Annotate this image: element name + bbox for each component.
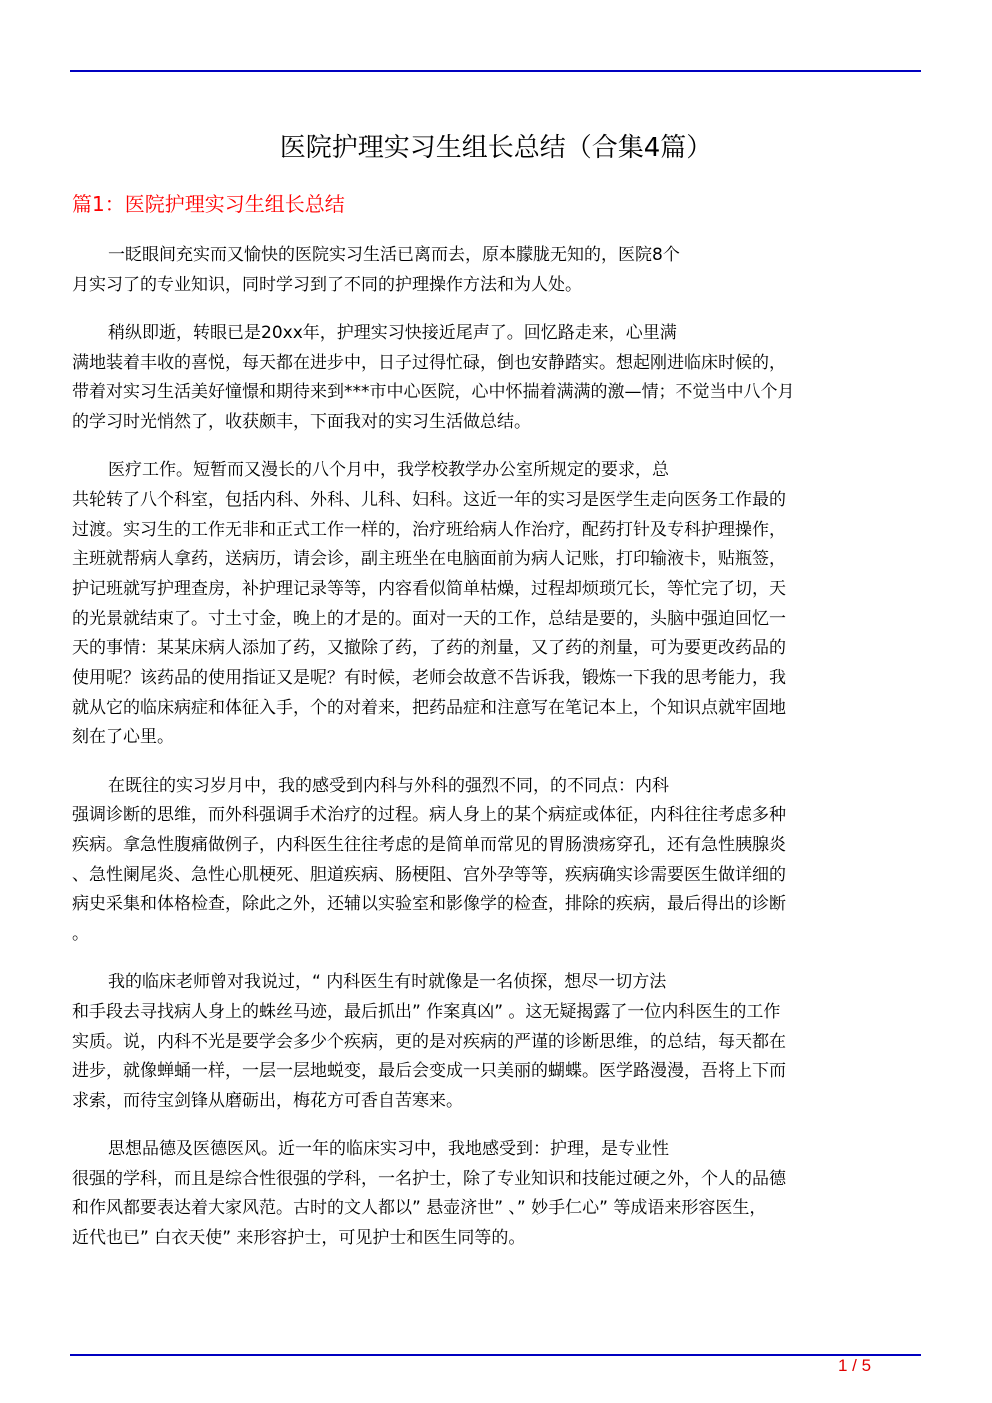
paragraph [72, 241, 922, 300]
paragraph-line: 稍纵即逝，转眼已是20xx年，护理实习快接近尾声了。回忆路走来，心里满 [108, 322, 677, 343]
paragraph-line: 和手段去寻找病人身上的蛛丝马迹，最后抓出” 作案真凶” 。这无疑揭露了一位内科医生的工作 [72, 1001, 781, 1022]
paragraph [72, 456, 922, 753]
paragraph-line: 带着对实习生活美好憧憬和期待来到***市中心医院，心中怀揣着满满的激—情；不觉当中八个月 [72, 382, 795, 403]
paragraph-line: 过渡。实习生的工作无非和正式工作一样的，治疗班给病人作治疗，配药打针及专科护理操作， [72, 519, 786, 540]
footer-rule [70, 1354, 921, 1356]
paragraph-line: 病史采集和体格检查，除此之外，还辅以实验室和影像学的检查，排除的疾病，最后得出的诊断 [72, 894, 786, 915]
header-rule [70, 70, 921, 72]
document-body [72, 241, 922, 1272]
paragraph-line: 。 [72, 923, 89, 944]
paragraph-line: 在既往的实习岁月中，我的感受到内科与外科的强烈不同，的不同点：内科 [108, 775, 669, 796]
paragraph-line: 月实习了的专业知识，同时学习到了不同的护理操作方法和为人处。 [72, 274, 582, 295]
paragraph-line: 我的临床老师曾对我说过，“ 内科医生有时就像是一名侦探，想尽一切方法 [108, 972, 667, 993]
section-heading: 篇1：医院护理实习生组长总结 [72, 192, 345, 216]
page-number: 1 / 5 [838, 1356, 872, 1375]
paragraph-line: 实质。说，内科不光是要学会多少个疾病，更的是对疾病的严谨的诊断思维，的总结，每天都在 [72, 1031, 786, 1052]
paragraph-line: 护记班就写护理查房，补护理记录等等，内容看似简单枯燥，过程却烦琐冗长，等忙完了切，天 [72, 578, 786, 599]
paragraph-line: 进步，就像蝉蛹一样，一层一层地蜕变，最后会变成一只美丽的蝴蝶。医学路漫漫，吾将上下而 [72, 1061, 786, 1082]
paragraph-line: 一眨眼间充实而又愉快的医院实习生活已离而去，原本朦胧无知的，医院8个 [108, 245, 680, 265]
paragraph-line: 的光景就结束了。寸土寸金，晚上的才是的。面对一天的工作，总结是要的，头脑中强迫回忆一 [72, 608, 786, 629]
paragraph-line: 共轮转了八个科室，包括内科、外科、儿科、妇科。这近一年的实习是医学生走向医务工作最的 [72, 489, 786, 510]
paragraph-line: 天的事情：某某床病人添加了药，又撤除了药，了药的剂量，又了药的剂量，可为要更改药品的 [72, 638, 786, 659]
paragraph-line: 医疗工作。短暂而又漫长的八个月中，我学校教学办公室所规定的要求，总 [108, 460, 669, 481]
paragraph-line: 和作风都要表达着大家风范。古时的文人都以” 悬壶济世” 、” 妙手仁心” 等成语来形容医生， [72, 1198, 767, 1219]
paragraph-line: 的学习时光悄然了，收获颇丰，下面我对的实习生活做总结。 [72, 411, 531, 432]
paragraph [72, 319, 922, 438]
paragraph-line: 很强的学科，而且是综合性很强的学科，一名护士，除了专业知识和技能过硬之外，个人的品德 [72, 1168, 786, 1189]
paragraph-line: 求索，而待宝剑锋从磨砺出，梅花方可香自苦寒来。 [72, 1090, 463, 1111]
paragraph-line: 疾病。拿急性腹痛做例子，内科医生往往考虑的是简单而常见的胃肠溃疡穿孔，还有急性胰腺炎 [72, 834, 786, 855]
paragraph-line: 就从它的临床病症和体征入手，个的对着来，把药品症和注意写在笔记本上，个知识点就牢固地 [72, 697, 786, 718]
paragraph-line: 近代也已” 白衣天使” 来形容护士，可见护士和医生同等的。 [72, 1228, 526, 1249]
paragraph-line: 满地装着丰收的喜悦，每天都在进步中，日子过得忙碌，倒也安静踏实。想起刚进临床时候的， [72, 352, 786, 373]
paragraph-line: 刻在了心里。 [72, 727, 174, 748]
document-title: 医院护理实习生组长总结（合集4篇） [279, 133, 713, 163]
paragraph [72, 968, 922, 1116]
paragraph-line: 使用呢？该药品的使用指证又是呢？有时候，老师会故意不告诉我，锻炼一下我的思考能力，我 [72, 667, 786, 688]
paragraph-line: 强调诊断的思维，而外科强调手术治疗的过程。病人身上的某个病症或体征，内科往往考虑多种 [72, 805, 786, 826]
paragraph [72, 1135, 922, 1254]
paragraph [72, 772, 922, 950]
paragraph-line: 思想品德及医德医风。近一年的临床实习中，我地感受到：护理，是专业性 [108, 1139, 669, 1160]
paragraph-line: 、急性阑尾炎、急性心肌梗死、胆道疾病、肠梗阻、宫外孕等等，疾病确实诊需要医生做详细的 [72, 864, 786, 885]
paragraph-line: 主班就帮病人拿药，送病历，请会诊，副主班坐在电脑面前为病人记账，打印输液卡，贴瓶签， [72, 549, 786, 570]
